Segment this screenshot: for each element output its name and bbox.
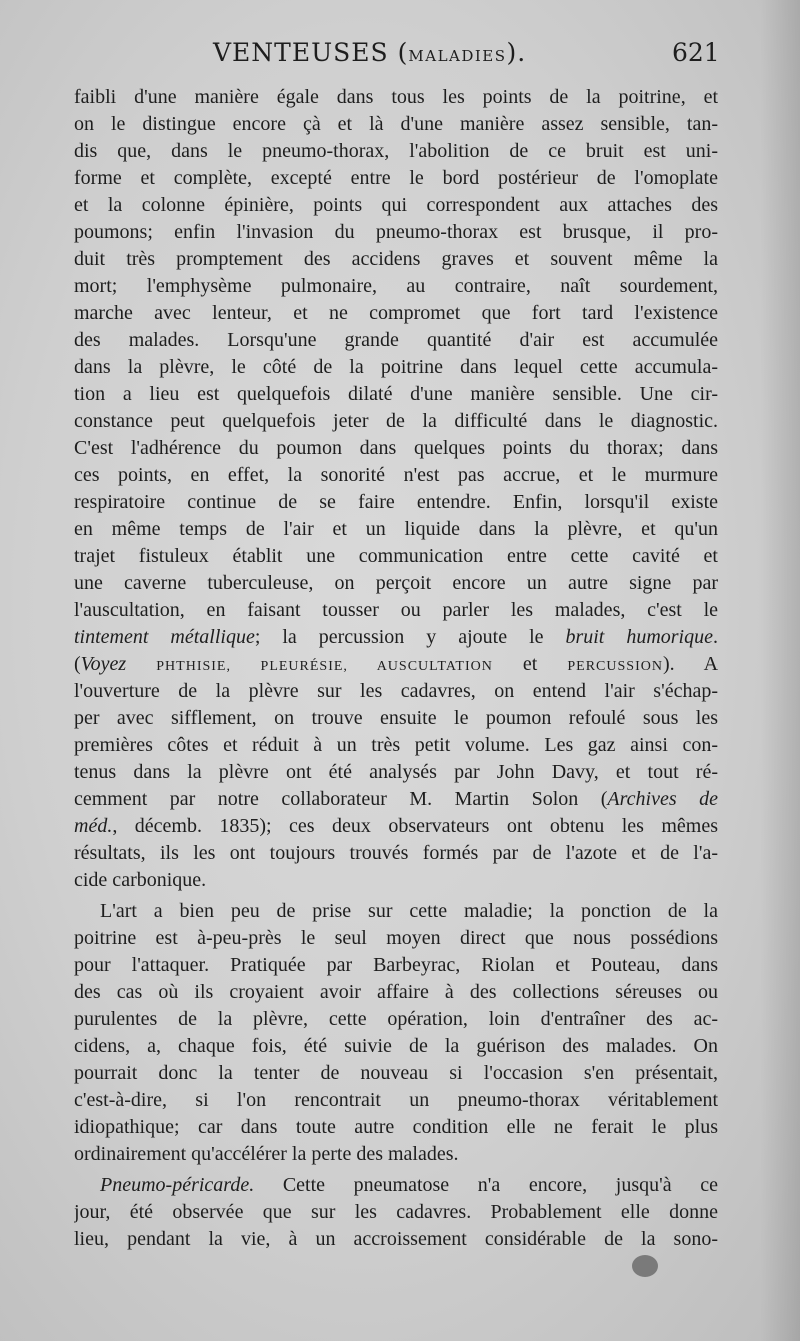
italic-term: Archives de <box>607 788 718 810</box>
text-line: résultats, ils les ont toujours trouvés formés par de l'azote et de l'a- <box>74 842 718 864</box>
page-edge-shadow <box>760 0 800 1341</box>
small-caps-reference: PHTHISIE, PLEURÉSIE, AUSCULTATION <box>156 659 493 674</box>
paragraph <box>74 84 718 894</box>
text-line: constance peut quelquefois jeter de la difficulté dans le diagnostic. <box>74 410 718 432</box>
text-line: ordinairement qu'accélérer la perte des malades. <box>74 1143 459 1165</box>
page-number: 621 <box>672 38 720 67</box>
text-line: premières côtes et réduit à un très petit volume. Les gaz ainsi con- <box>74 734 718 756</box>
running-head-small-caps: MALADIES <box>408 47 507 65</box>
text-line: ces points, en effet, la sonorité n'est pas accrue, et le murmure <box>74 464 718 486</box>
text-line: marche avec lenteur, et ne compromet que fort tard l'existence <box>74 302 718 324</box>
text-line: cide carbonique. <box>74 869 207 891</box>
text-line: forme et complète, excepté entre le bord postérieur de l'omoplate <box>74 167 718 189</box>
paragraph <box>74 898 718 1168</box>
text-line: jour, été observée que sur les cadavres. Probablement elle donne <box>74 1201 718 1223</box>
text-line: purulentes de la plèvre, cette opération, loin d'entraîner des ac- <box>74 1008 718 1030</box>
body-text <box>74 84 718 1253</box>
text-line: C'est l'adhérence du poumon dans quelques points du thorax; dans <box>74 437 718 459</box>
text-line: dans la plèvre, le côté de la poitrine dans lequel cette accumula- <box>74 356 718 378</box>
text-line: dis que, dans le pneumo-thorax, l'abolition de ce bruit est uni- <box>74 140 718 162</box>
text-line: idiopathique; car dans toute autre condition elle ne ferait le plus <box>74 1116 718 1138</box>
text-line: duit très promptement des accidens graves et souvent même la <box>74 248 718 270</box>
text-line: une caverne tuberculeuse, on perçoit encore un autre signe par <box>74 572 718 594</box>
text-line: en même temps de l'air et un liquide dans la plèvre, et qu'un <box>74 518 718 540</box>
text-line: tion a lieu est quelquefois dilaté d'une manière sensible. Une cir- <box>74 383 718 405</box>
paragraph <box>74 1172 718 1253</box>
text-line: l'auscultation, en faisant tousser ou parler les malades, c'est le <box>74 599 718 621</box>
text-run: et <box>492 653 568 675</box>
text-line <box>74 624 718 651</box>
text-line: c'est-à-dire, si l'on rencontrait un pneumo-thorax véritablement <box>74 1089 718 1111</box>
text-line: per avec sifflement, on trouve ensuite le poumon refoulé sous les <box>74 707 718 729</box>
text-line <box>74 786 718 813</box>
section-heading-italic: Pneumo-péricarde. <box>100 1174 255 1196</box>
text-line: faibli d'une manière égale dans tous les points de la poitrine, et <box>74 86 718 108</box>
text-line: pour l'attaquer. Pratiquée par Barbeyrac, Riolan et Pouteau, dans <box>74 954 718 976</box>
text-line: trajet fistuleux établit une communication entre cette cavité et <box>74 545 718 567</box>
text-line: cidens, a, chaque fois, été suivie de la guérison des malades. On <box>74 1035 718 1057</box>
text-run: ( <box>74 653 81 675</box>
italic-term: Voyez <box>80 653 127 675</box>
text-line: et la colonne épinière, points qui correspondent aux attaches des <box>74 194 718 216</box>
text-line: des malades. Lorsqu'une grande quantité d'air est accumulée <box>74 329 718 351</box>
cross-reference-line <box>74 651 718 678</box>
text-line <box>74 1172 718 1199</box>
italic-term: bruit humorique <box>565 626 713 648</box>
text-line: poumons; enfin l'invasion du pneumo-thorax est brusque, il pro- <box>74 221 718 243</box>
page-header <box>0 30 800 70</box>
italic-term: tintement métallique <box>74 626 255 648</box>
text-line: respiratoire continue de se faire entendre. Enfin, lorsqu'il existe <box>74 491 718 513</box>
text-line: mort; l'emphysème pulmonaire, au contraire, naît sourdement, <box>74 275 718 297</box>
text-line: l'ouverture de la plèvre sur les cadavres, on entend l'air s'échap- <box>74 680 718 702</box>
text-line: poitrine est à-peu-près le seul moyen direct que nous possédions <box>74 927 718 949</box>
text-line: pourrait donc la tenter de nouveau si l'occasion s'en présentait, <box>74 1062 718 1084</box>
text-run: Cette pneumatose n'a encore, jusqu'à ce <box>254 1174 718 1196</box>
running-head-main: VENTEUSES ( <box>213 38 409 67</box>
running-head <box>213 38 526 67</box>
text-line: tenus dans la plèvre ont été analysés par John Davy, et tout ré- <box>74 761 718 783</box>
text-line: on le distingue encore çà et là d'une manière assez sensible, tan- <box>74 113 718 135</box>
italic-term: méd. <box>74 815 113 837</box>
text-run: cemment par notre collaborateur M. Martin Solon ( <box>74 788 608 810</box>
text-line <box>74 813 718 840</box>
text-run: . <box>713 626 718 648</box>
ink-stain <box>632 1255 658 1277</box>
small-caps-reference: PERCUSSION <box>567 659 663 674</box>
text-line: des cas où ils croyaient avoir affaire à des collections séreuses ou <box>74 981 718 1003</box>
text-line: lieu, pendant la vie, à un accroissement considérable de la sono- <box>74 1228 718 1250</box>
text-run: ). A <box>662 653 718 675</box>
text-run: , décemb. 1835); ces deux observateurs ont obtenu les mêmes <box>112 815 718 837</box>
running-head-end: ). <box>506 38 527 67</box>
text-run: ; la percussion y ajoute le <box>254 626 566 648</box>
text-line: L'art a bien peu de prise sur cette maladie; la ponction de la <box>100 900 718 922</box>
